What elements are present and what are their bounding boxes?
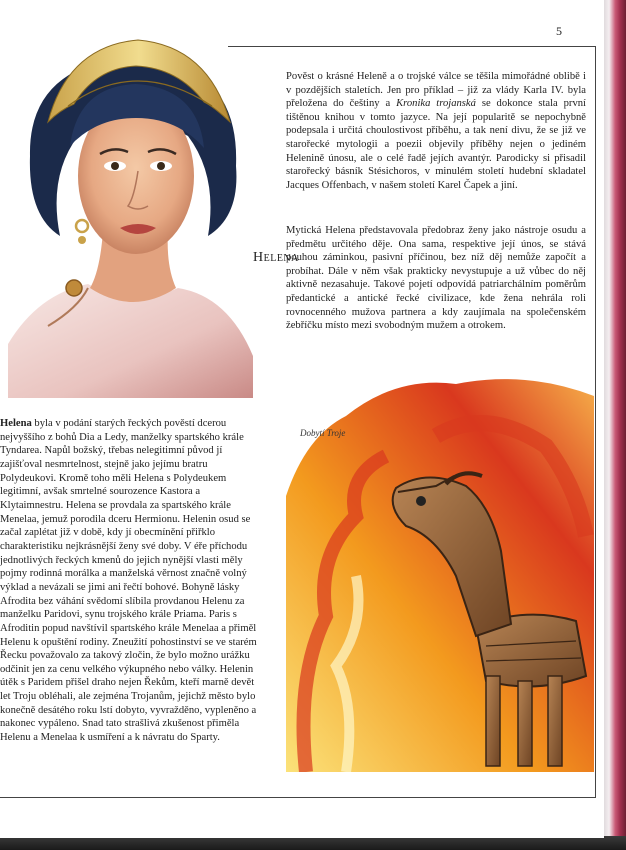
story-lead-word: Helena [0,418,32,429]
intro-paragraph: Pověst o krásné Heleně a o trojské válce se těšila mimořádné oblibě i v pozdějších staletích. Jen pro příklad – již za vlády Karla IV. byla přeložena do češtiny a Kronika trojanská se dokonce stala první tištěnou knihou v tomto jazyce. Na její popularitě se nepochybně podepsala i určitá choulostivost příběhu, a tak není divu, že se již ve starořecké mytologii a poezii objevily příběhy nejen o jediném Helenině únosu, ale o celé řadě jejích avantýr. Parodicky si přisadil starořecký básník Stésichoros, v minulém století hudební skladatel Jacques Offenbach, v našem století Karel Čapek a jiní. [286,71,586,191]
frame-line-bottom [0,797,596,798]
page-number: 5 [556,24,562,38]
frame-line-top [228,46,596,47]
illustration-caption: Dobytí Troje [300,428,346,438]
book-title-kronika-trojanska: Kronika trojanská [396,98,476,110]
helena-portrait-illustration [8,26,258,398]
frame-line-right [595,46,596,798]
book-bottom-edge [0,836,626,850]
book-edge [602,0,626,850]
story-paragraph: Helena byla v podání starých řeckých pověstí dcerou nejvyššího z bohů Dia a Ledy, manželky spartského krále Tyndarea. Napůl božský, třebas nelegitimní původ jí zajišťoval nesmrtelnost, stejně jako jejímu bratru Polydeukovi. Kromě toho měli Helena s Polydeukem legitimní, avšak smrtelné sourozence Kastora a Klytaimnestru. Helena se provdala za spartského krále Menelaa, jemuž porodila dceru Hermionu. Helenin osud se začal zaplétat již v době, kdy jí obecmínění přiřklo charakteristiku nejkrásnější ženy své doby. V éře příchodu jednotlivých řeckých kmenů do jejich nynější vlasti měly pojmy rodinná morálka a manželská věrnost značně volný výklad a nevázali se jimi ani řečtí bohové. Bohyně lásky Afrodita bez váhání svědomí slíbila provdanou Helenu za manželku Paridovi, synu trojského krále Priama. Paris s Afroditin popud navštívil spartského krále Menelaa a přiměl Helenu k opuštění rodiny. Zneužití pohostinství se ve starém Řecku považovalo za takový zločin, že bylo možno urážku odčinit jen za cenu velkého výkupného nebo války. Helenin útěk s Paridem přišel draho nejen Řekům, kteří marně devět let Troju obléhali, ale zejména Trojanům, jejichž město bylo konečně desátého roku lstí dobyto, vyvražděno, vypleněno a nakonec vypáleno. Snad tato strašlivá zkušenost přiměla Helenu a Menelaa k usmíření a k návratu do Sparty. [0,418,257,744]
helena-paragraph: Mytická Helena představovala předobraz ženy jako nástroje osudu a předmětu určitého děje. Ona sama, respektive její únos, se stává pouhou záminkou, pasivní příčinou, bez níž děj nemůže započít a probíhat. Dále v něm však prakticky nevystupuje a už vůbec do něj aktivně nezasahuje. Takové pojetí odpovídá patriarchálním poměrům předantické a antické řecké civilizace, kde žena nehrála roli rovnocenného mužova partnera a kdy zaujímala na společenském žebříčku místo mezi svobodným mužem a otrokem. [286,225,586,332]
section-heading-helena: Helena [253,250,299,265]
